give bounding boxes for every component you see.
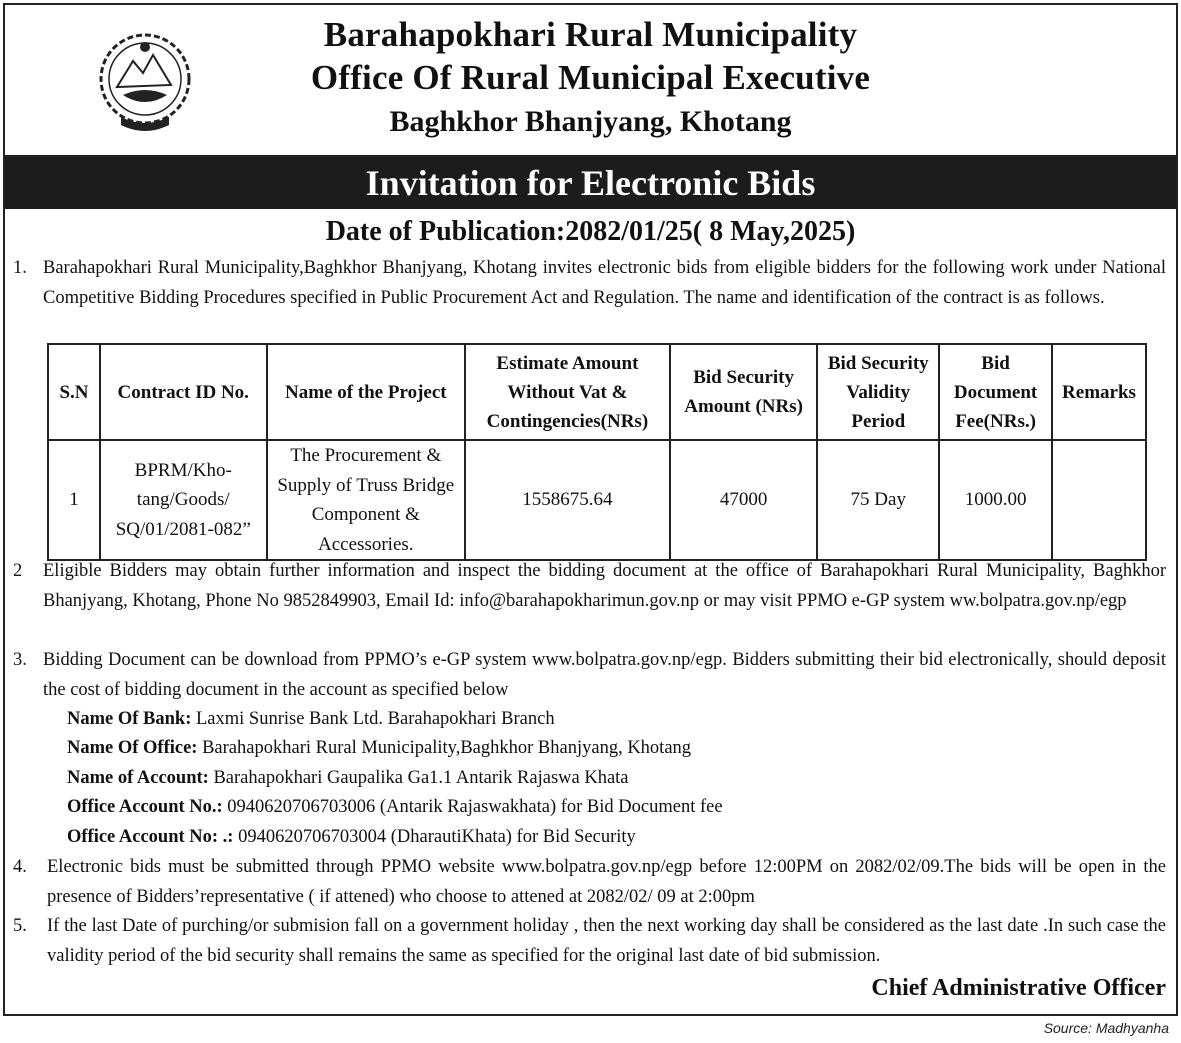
office-title-block (5, 15, 1176, 143)
account-number-line-1 (67, 793, 723, 823)
office-name-line (67, 734, 691, 764)
paragraph-number: 1. (13, 258, 27, 278)
notice-header (5, 5, 1176, 157)
account-value: Barahapokhari Gaupalika Ga1.1 Antarik Rajaswa Khata (208, 768, 629, 788)
municipality-name: Barahapokhari Rural Municipality (323, 15, 858, 54)
paragraph-3 (13, 646, 1166, 705)
account-number-value: 0940620706703006 (Antarik Rajaswakhata) for Bid Document fee (222, 797, 723, 817)
account-label: Name of Account: (67, 768, 209, 788)
table-header: Remarks (1052, 344, 1146, 440)
table-cell: 1558675.64 (465, 440, 670, 560)
paragraph-number: 5. (13, 916, 27, 936)
paragraph-number: 3. (13, 650, 27, 670)
paragraph-text: Electronic bids must be submitted through PPMO website www.bolpatra.gov.np/egp before 12:00PM on 2082/02/09.The bids will be open in the presence of Bidders’representative ( if attened) who choose to attened at 2082/02/ 09 at 2:00pm (47, 857, 1166, 907)
table-header: Bid Security Validity Period (817, 344, 939, 440)
paragraph-text: Barahapokhari Rural Municipality,Baghkhor Bhanjyang, Khotang invites electronic bids from eligible bidders for the following work under National Competitive Bidding Procedures specified in Public Procurement Act and Regulation. The name and identification of the contract is as follows. (43, 258, 1166, 308)
table-cell: 75 Day (817, 440, 939, 560)
account-name-line (67, 764, 629, 794)
table-cell: The Procurement & Supply of Truss Bridge Component & Accessories. (267, 440, 465, 560)
paragraph-text: Eligible Bidders may obtain further information and inspect the bidding document at the office of Barahapokhari Rural Municipality, Baghkhor Bhanjyang, Khotang, Phone No 9852849903, Email Id: info@barahapokharimun.gov.np or may visit PPMO e-GP system ww.bolpatra.gov.np/egp (43, 561, 1166, 611)
table-header: Bid Document Fee(NRs.) (939, 344, 1052, 440)
paragraph-5 (13, 912, 1166, 971)
bank-value: Laxmi Sunrise Bank Ltd. Barahapokhari Branch (191, 709, 555, 729)
table-cell: 1 (48, 440, 100, 560)
table-header: Name of the Project (267, 344, 465, 440)
bid-notice (3, 3, 1178, 1016)
paragraph-text: If the last Date of purching/or submision fall on a government holiday , then the next working day shall be considered as the last date .In such case the validity period of the bid security shall remains the same as specified for the original last date of bid submission. (47, 916, 1166, 966)
bank-name-line (67, 705, 555, 735)
account-number-label: Office Account No: .: (67, 827, 234, 847)
paragraph-number: 2 (13, 561, 23, 581)
account-number-value: 0940620706703004 (DharautiKhata) for Bid Security (233, 827, 636, 847)
office-name: Office Of Rural Municipal Executive (310, 58, 871, 97)
paragraph-4 (13, 853, 1166, 912)
account-number-label: Office Account No.: (67, 797, 223, 817)
table-cell: BPRM/Kho-tang/Goods/ SQ/01/2081-082” (100, 440, 267, 560)
table-cell: 47000 (670, 440, 818, 560)
source-credit: Source: Madhyanha (1043, 1020, 1169, 1036)
table-cell (1052, 440, 1146, 560)
paragraph-1 (13, 254, 1166, 313)
paragraph-number: 4. (13, 857, 27, 877)
signatory-title: Chief Administrative Officer (871, 975, 1166, 1001)
table-row (48, 440, 1146, 560)
notice-title-banner: Invitation for Electronic Bids (5, 157, 1176, 209)
bank-label: Name Of Bank: (67, 709, 192, 729)
office-label: Name Of Office: (67, 738, 198, 758)
account-number-line-2 (67, 823, 636, 853)
office-value: Barahapokhari Rural Municipality,Baghkhor Bhanjyang, Khotang (197, 738, 692, 758)
publication-date: Date of Publication:2082/01/25( 8 May,2025) (325, 216, 856, 247)
table-header: Estimate Amount Without Vat & Contingencies(NRs) (465, 344, 670, 440)
office-address: Baghkhor Bhanjyang, Khotang (389, 105, 792, 138)
table-header: Contract ID No. (100, 344, 267, 440)
paragraph-2 (13, 557, 1166, 616)
table-header-row (48, 344, 1146, 440)
paragraph-text: Bidding Document can be download from PPMO’s e-GP system www.bolpatra.gov.np/egp. Bidders submitting their bid electronically, should deposit the cost of bidding document in the account as specified below (43, 650, 1166, 700)
table-header: Bid Security Amount (NRs) (670, 344, 818, 440)
table-cell: 1000.00 (939, 440, 1052, 560)
contract-table (47, 343, 1147, 561)
table-header: S.N (48, 344, 100, 440)
